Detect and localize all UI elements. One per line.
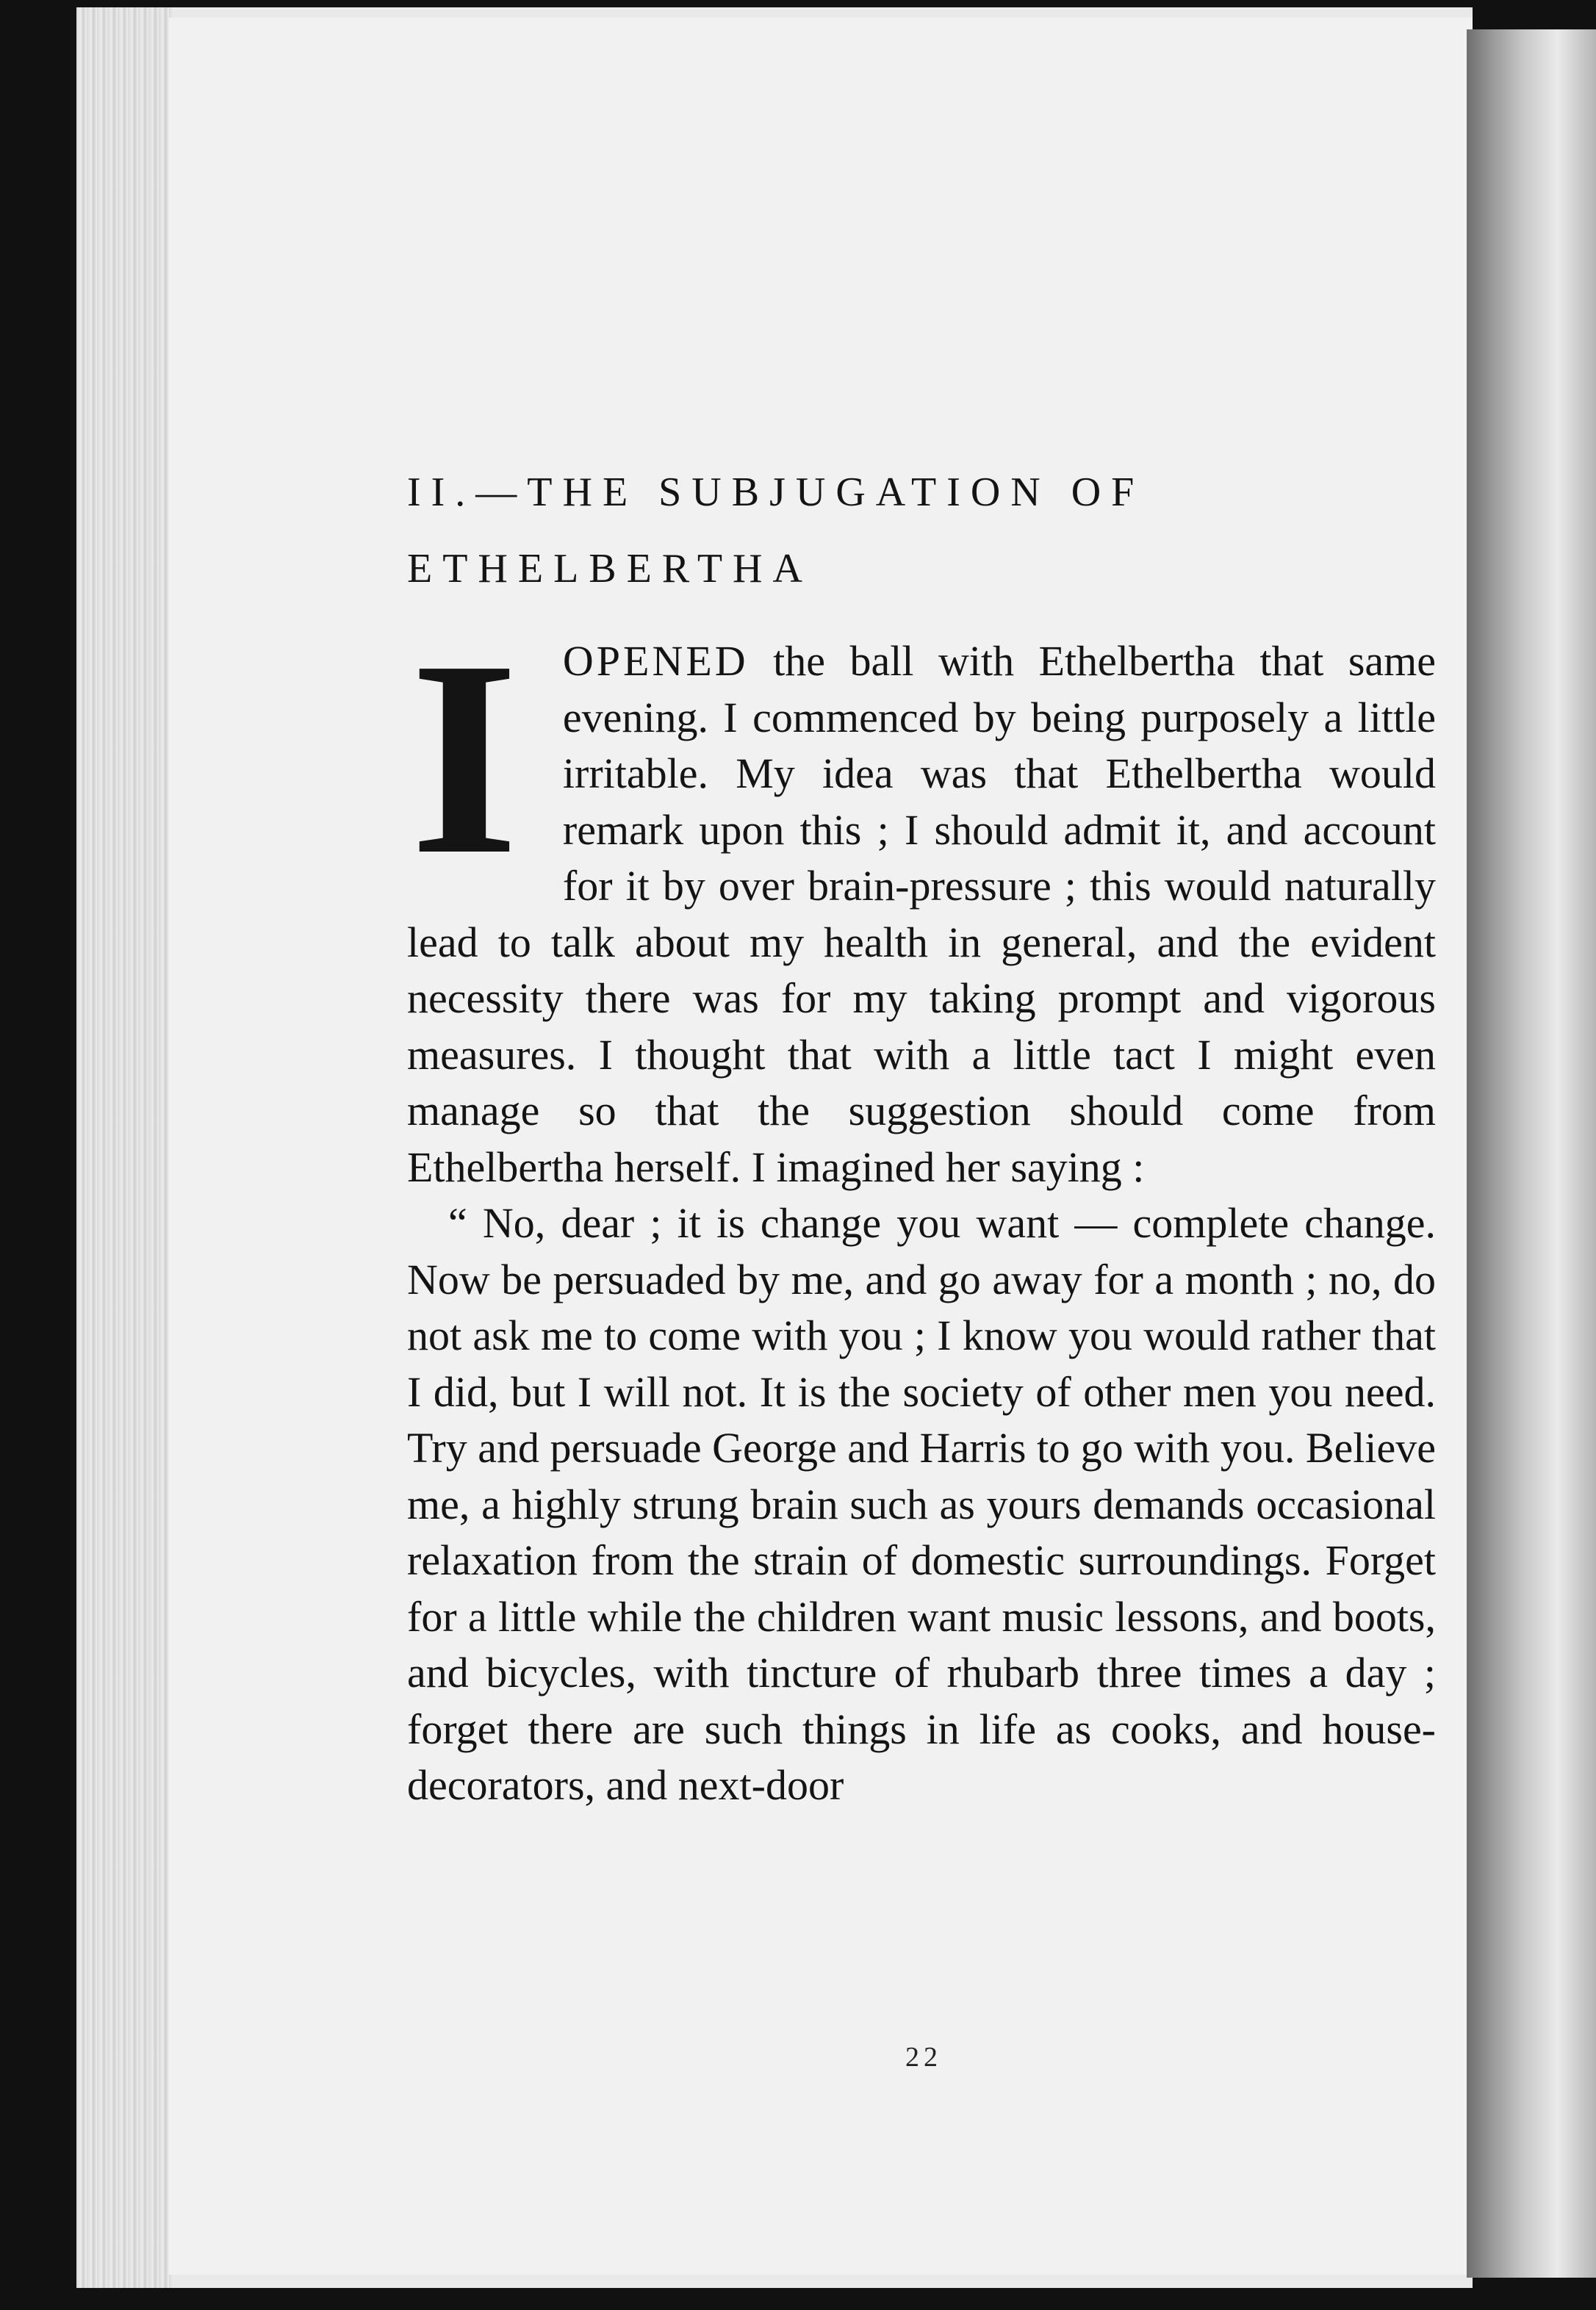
paragraph-1 [407,603,1436,1195]
chapter-title-line-2: ETHELBERTHA [407,546,813,591]
paragraph-1-text: the ball with Ethelbertha that same evening. I commenced by being purposely a little irritable. My idea was that Ethelbertha would remark upon this ; I should admit it, and account for it by over brain-pressure ; this would naturally lead to talk about my health in general, and the evident necessity there was for my taking prompt and vigorous measures. I thought that with a little tact I might even manage so that the suggestion should come from Ethelbertha herself. I imagined her saying : [407,637,1436,1191]
text-block [407,454,1436,1814]
page-curl-shadow [1467,29,1596,2278]
lead-caps: OPENED [562,637,749,685]
paragraph-2: “ No, dear ; it is change you want — complete change. Now be persuaded by me, and go away for a month ; no, do not ask me to come with you ; I know you would rather that I did, but I will not. It is the society of other men you need. Try and persuade George and Harris to go with you. Believe me, a highly strung brain such as yours demands occasional relaxation from the strain of domestic surroundings. Forget for a little while the children want music lessons, and boots, and bicycles, with tincture of rhubarb three times a day ; forget there are such things in life as cooks, and house-decorators, and next-door [407,1199,1436,1809]
drop-cap: I [410,603,519,913]
body-text [407,603,1436,1814]
chapter-title-line-1: II.—THE SUBJUGATION OF [407,469,1145,515]
page-number: 22 [905,2042,942,2073]
page-edges [76,7,172,2288]
chapter-title [407,454,1436,607]
